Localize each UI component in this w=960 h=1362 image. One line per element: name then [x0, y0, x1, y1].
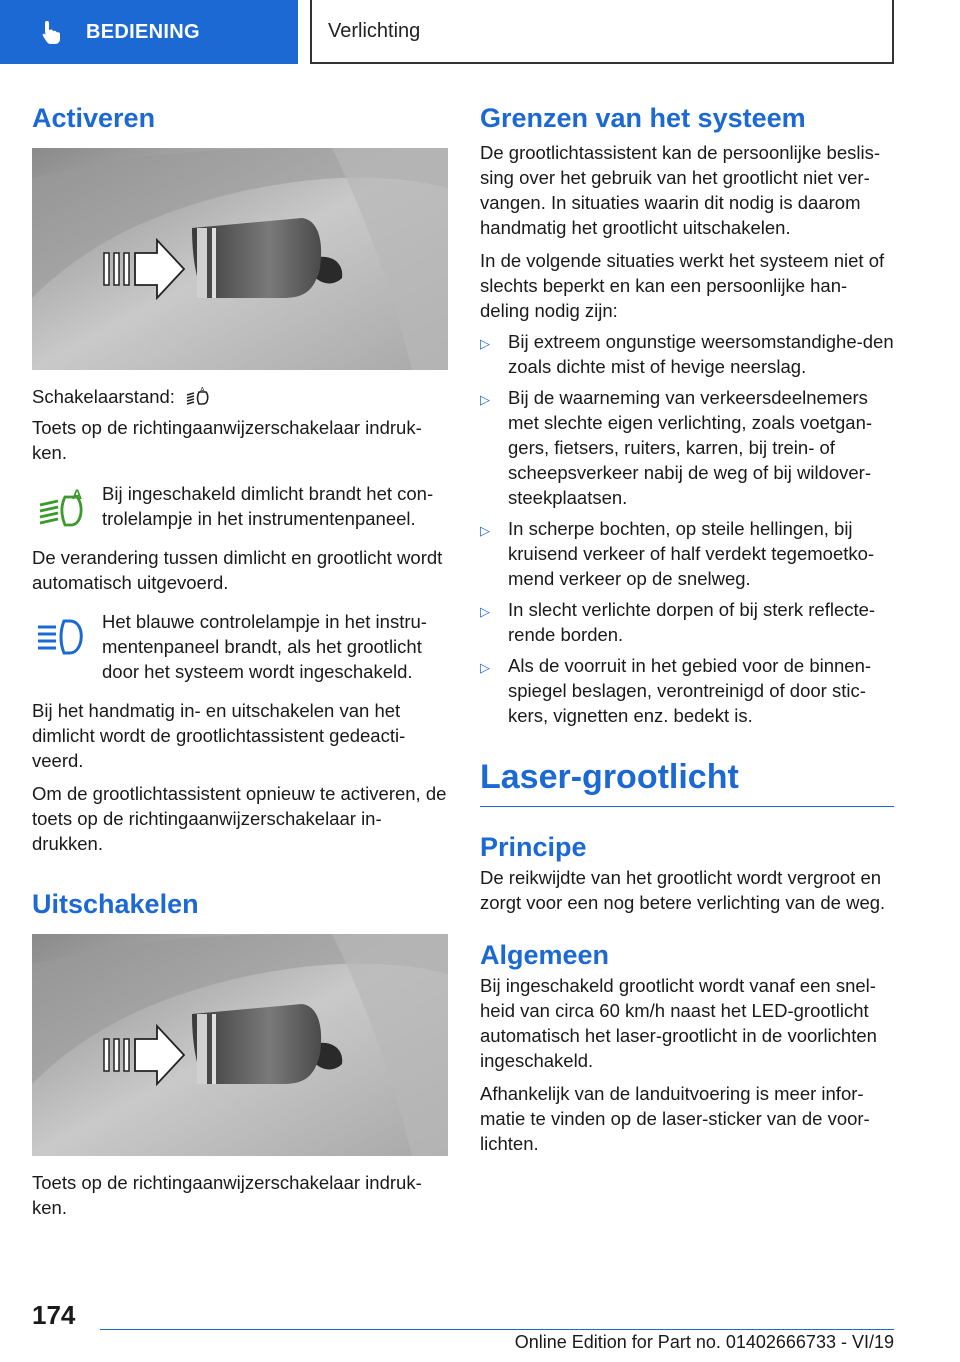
bullet-triangle-icon: ▷ — [480, 392, 490, 407]
svg-text:A: A — [199, 386, 205, 394]
paragraph: Bij het handmatig in- en uitschakelen van het dimlicht wordt de grootlichtassistent gedeacti-veerd. — [32, 700, 406, 771]
indicator-note-assistant — [32, 481, 448, 531]
switch-position — [32, 384, 448, 409]
chapter-header — [310, 0, 894, 64]
indicator-note-highbeam — [32, 609, 448, 684]
list-item — [480, 597, 894, 647]
list-item — [480, 385, 894, 510]
heading-laser-grootlicht: Laser-grootlicht — [480, 758, 739, 796]
list-item — [480, 329, 894, 379]
footer-edition: Online Edition for Part no. 01402666733 - VI/19 — [514, 1332, 894, 1352]
paragraph: Om de grootlichtassistent opnieuw te activeren, de toets op de richtingaanwijzerschakelaar in-drukken. — [32, 783, 447, 854]
hand-pointer-icon — [38, 18, 66, 46]
paragraph: In de volgende situaties werkt het systeem niet of slechts beperkt en kan een persoonlijke han-deling nodig zijn: — [480, 250, 885, 321]
bullet-triangle-icon: ▷ — [480, 604, 490, 619]
limitations-list — [480, 329, 894, 728]
paragraph: Toets op de richtingaanwijzerschakelaar indruk-ken. — [32, 1172, 422, 1218]
list-item-text: Als de voorruit in het gebied voor de binnen-spiegel beslagen, verontreinigd of door stic-kers, vignetten enz. bedekt is. — [508, 655, 872, 726]
list-item-text: In slecht verlichte dorpen of bij sterk reflecte-rende borden. — [508, 599, 876, 645]
chapter-title: Verlichting — [328, 19, 421, 42]
high-beam-icon — [34, 615, 90, 659]
right-column — [480, 100, 894, 1156]
paragraph: De verandering tussen dimlicht en grootlicht wordt automatisch uitgevoerd. — [32, 547, 443, 593]
note-text: Het blauwe controlelampje in het instru-mentenpaneel brandt, als het grootlicht door het systeem wordt ingeschakeld. — [102, 611, 427, 682]
heading-activeren: Activeren — [32, 103, 156, 133]
section-rule — [480, 806, 894, 807]
list-item — [480, 653, 894, 728]
list-item-text: In scherpe bochten, op steile hellingen, bij kruisend verkeer of half verdekt tegemoetko-mend verkeer op de snelweg. — [508, 518, 875, 589]
lever-photo-uitschakelen — [32, 934, 448, 1156]
lever-photo-activeren — [32, 148, 448, 370]
section-label: BEDIENING — [86, 20, 200, 43]
list-item-text: Bij extreem ongunstige weersomstandighe-den zoals dichte mist of hevige neerslag. — [508, 331, 894, 377]
heading-algemeen: Algemeen — [480, 940, 610, 970]
heading-uitschakelen: Uitschakelen — [32, 889, 199, 919]
paragraph: Bij ingeschakeld grootlicht wordt vanaf een snel-heid van circa 60 km/h naast het LED-grootlicht automatisch het laser-grootlicht in de voorlichten ingeschakeld. — [480, 975, 877, 1071]
paragraph: Toets op de richtingaanwijzerschakelaar indruk-ken. — [32, 417, 422, 463]
note-text: Bij ingeschakeld dimlicht brandt het con-trolelampje in het instrumentenpaneel. — [102, 483, 434, 529]
footer-rule — [100, 1329, 894, 1330]
paragraph: De grootlichtassistent kan de persoonlijke beslis-sing over het gebruik van het grootlicht niet ver-vangen. In situaties waarin dit nodig is daarom handmatig het grootlicht uitschakelen. — [480, 142, 881, 238]
list-item — [480, 516, 894, 591]
list-item-text: Bij de waarneming van verkeersdeelnemers met slechte eigen verlichting, zoals voetgan-gers, fietsers, ruiters, karren, bij trein- of scheepsverkeer nabij de weg of bij wildover-steekplaatsen. — [508, 387, 873, 508]
paragraph: Afhankelijk van de landuitvoering is meer infor-matie te vinden op de laser-sticker van de voor-lichten. — [480, 1083, 870, 1154]
bullet-triangle-icon: ▷ — [480, 523, 490, 538]
switch-position-label: Schakelaarstand: — [32, 386, 175, 407]
left-column — [32, 100, 448, 1220]
heading-principe: Principe — [480, 832, 587, 862]
page-number: 174 — [32, 1300, 76, 1330]
svg-text:A: A — [72, 487, 83, 502]
paragraph: De reikwijdte van het grootlicht wordt vergroot en zorgt voor een nog betere verlichting van de weg. — [480, 867, 886, 913]
bullet-triangle-icon: ▷ — [480, 660, 490, 675]
bullet-triangle-icon: ▷ — [480, 336, 490, 351]
heading-grenzen: Grenzen van het systeem — [480, 103, 806, 133]
high-beam-assistant-icon — [185, 386, 211, 408]
section-tab[interactable] — [0, 0, 298, 64]
high-beam-assistant-icon — [34, 487, 90, 531]
